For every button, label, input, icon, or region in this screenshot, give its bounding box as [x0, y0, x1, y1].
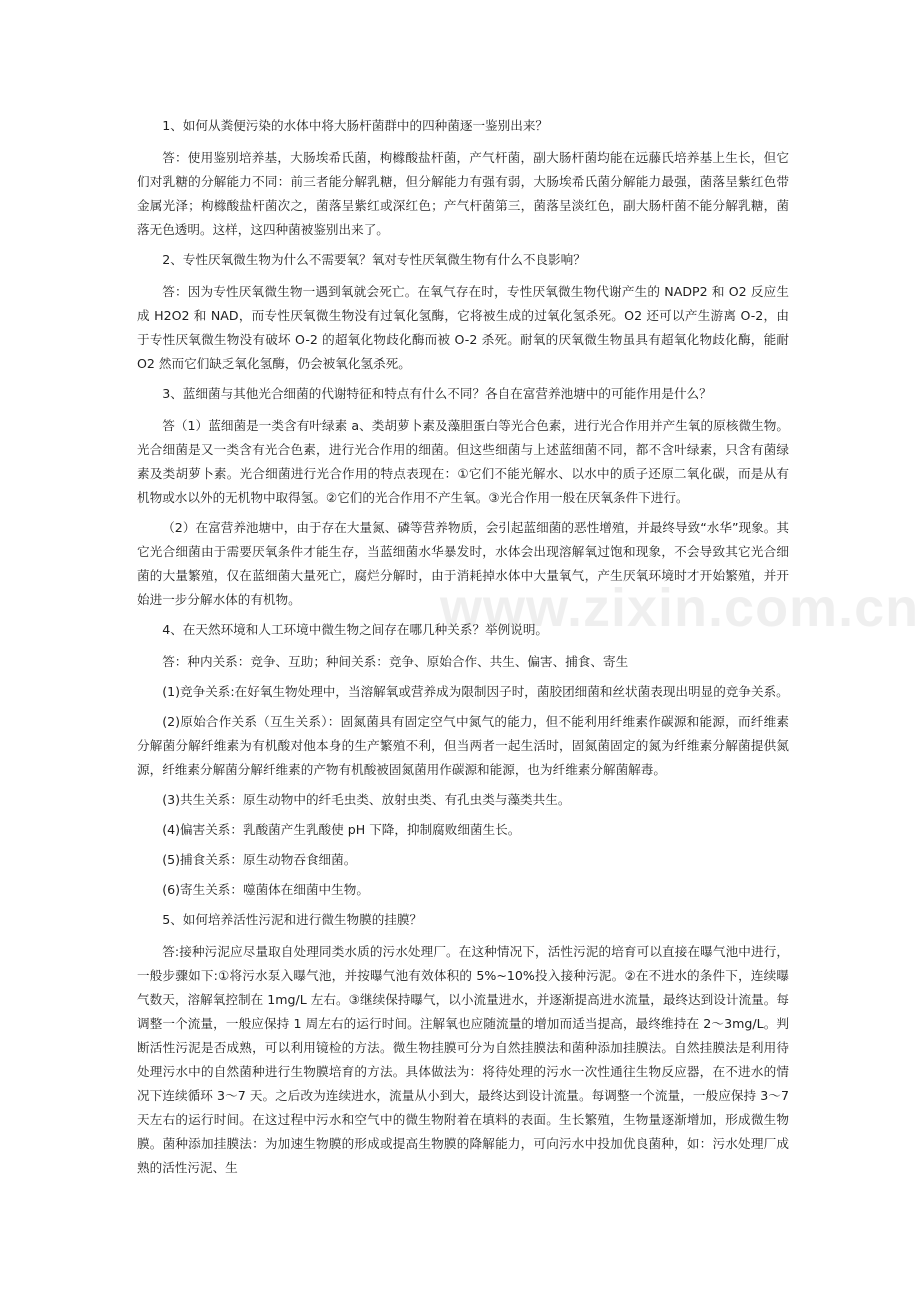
answer-4-item-3: (3)共生关系：原生动物中的纤毛虫类、放射虫类、有孔虫类与藻类共生。	[162, 792, 571, 807]
answer-4-intro: 答：种内关系：竞争、互助；种间关系：竞争、原始合作、共生、偏害、捕食、寄生	[162, 654, 629, 669]
question-3: 3、蓝细菌与其他光合细菌的代谢特征和特点有什么不同？各自在富营养池塘中的可能作用是什么？	[162, 386, 712, 401]
question-5: 5、如何培养活性污泥和进行微生物膜的挂膜？	[162, 912, 423, 927]
answer-4-item-1: (1)竞争关系:在好氧生物处理中，当溶解氧或营养成为限制因子时，菌胶团细菌和丝状菌表现出明显的竞争关系。	[162, 684, 789, 699]
answer-2: 答：因为专性厌氧微生物一遇到氧就会死亡。在氧气存在时，专性厌氧微生物代谢产生的 NADP2 和 O2 反应生成 H2O2 和 NAD，而专性厌氧微生物没有过氧化氢酶，它将被生成的过氧化氢杀死。O2 还可以产生游离 O-2，由于专性厌氧微生物没有破坏 O-2 的超氧化物歧化酶而被 O-2 杀死。耐氧的厌氧微生物虽具有超氧化物歧化酶，能耐 O2 然而它们缺乏氧化氢酶，仍会被氧化氢杀死。	[137, 284, 789, 371]
answer-5: 答:接种污泥应尽量取自处理同类水质的污水处理厂。在这种情况下，活性污泥的培育可以直接在曝气池中进行，一般步骤如下:①将污水泵入曝气池，并按曝气池有效体积的 5%~10%投入接种污泥。②在不进水的条件下，连续曝气数天，溶解氧控制在 1mg/L 左右。③继续保持曝气，以小流量进水，并逐渐提高进水流量，最终达到设计流量。每调整一个流量，一般应保持 1 周左右的运行时间。注解氧也应随流量的增加而适当提高，最终维持在 2～3mg/L。判断活性污泥是否成熟，可以利用镜检的方法。微生物挂膜可分为自然挂膜法和菌种添加挂膜法。自然挂膜法是利用待处理污水中的自然菌种进行生物膜培育的方法。具体做法为：将待处理的污水一次性通往生物反应器，在不进水的情况下连续循环 3～7 天。之后改为连续进水，流量从小到大，最终达到设计流量。每调整一个流量，一般应保持 3～7 天左右的运行时间。在这过程中污水和空气中的微生物附着在填料的表面。生长繁殖，生物量逐渐增加，形成微生物膜。菌种添加挂膜法：为加速生物膜的形成或提高生物膜的降解能力，可向污水中投加优良菌种，如：污水处理厂成熟的活性污泥、生	[137, 944, 789, 1175]
question-1: 1、如何从粪便污染的水体中将大肠杆菌群中的四种菌逐一鉴别出来？	[162, 118, 549, 133]
document-body	[137, 114, 920, 1186]
answer-3-part-1: 答（1）蓝细菌是一类含有叶绿素 a、类胡萝卜素及藻胆蛋白等光合色素，进行光合作用并产生氧的原核微生物。光合细菌是又一类含有光合色素，进行光合作用的细菌。但这些细菌与上述蓝细菌不同，都不含叶绿素，只含有菌绿素及类胡萝卜素。光合细菌进行光合作用的特点表现在：①它们不能光解水、以水中的质子还原二氧化碳，而是从有机物或水以外的无机物中取得氢。②它们的光合作用不产生氧。③光合作用一般在厌氧条件下进行。	[137, 418, 789, 505]
watermark: www.zixin.com.cn	[440, 578, 920, 638]
answer-1: 答：使用鉴别培养基，大肠埃希氏菌，枸橼酸盐杆菌，产气杆菌，副大肠杆菌均能在远藤氏培养基上生长，但它们对乳糖的分解能力不同：前三者能分解乳糖，但分解能力有强有弱，大肠埃希氏菌分解能力最强，菌落呈紫红色带金属光泽；枸橼酸盐杆菌次之，菌落呈紫红或深红色；产气杆菌第三，菌落呈淡红色，副大肠杆菌不能分解乳糖，菌落无色透明。这样，这四种菌被鉴别出来了。	[137, 150, 789, 237]
answer-3-part-2: （2）在富营养池塘中，由于存在大量氮、磷等营养物质，会引起蓝细菌的恶性增殖，并最终导致“水华”现象。其它光合细菌由于需要厌氧条件才能生存，当蓝细菌水华暴发时，水体会出现溶解氧过饱和现象，不会导致其它光合细菌的大量繁殖，仅在蓝细菌大量死亡，腐烂分解时，由于消耗掉水体中大量氧气，产生厌氧环境时才开始繁殖，并开始进一步分解水体的有机物。	[137, 520, 789, 607]
answer-4-item-5: (5)捕食关系：原生动物吞食细菌。	[162, 852, 357, 867]
question-2: 2、专性厌氧微生物为什么不需要氧？氧对专性厌氧微生物有什么不良影响？	[162, 252, 586, 267]
answer-4-item-4: (4)偏害关系：乳酸菌产生乳酸使 pH 下降，抑制腐败细菌生长。	[162, 822, 521, 837]
question-4: 4、在天然环境和人工环境中微生物之间存在哪几种关系？举例说明。	[162, 622, 549, 637]
answer-4-item-2: (2)原始合作关系（互生关系）：固氮菌具有固定空气中氮气的能力，但不能利用纤维素作碳源和能源，而纤维素分解菌分解纤维素为有机酸对他本身的生产繁殖不利，但当两者一起生活时，固氮菌固定的氮为纤维素分解菌提供氮源，纤维素分解菌分解纤维素的产物有机酸被固氮菌用作碳源和能源，也为纤维素分解菌解毒。	[137, 714, 789, 777]
answer-4-item-6: (6)寄生关系：噬菌体在细菌中生物。	[162, 882, 369, 897]
